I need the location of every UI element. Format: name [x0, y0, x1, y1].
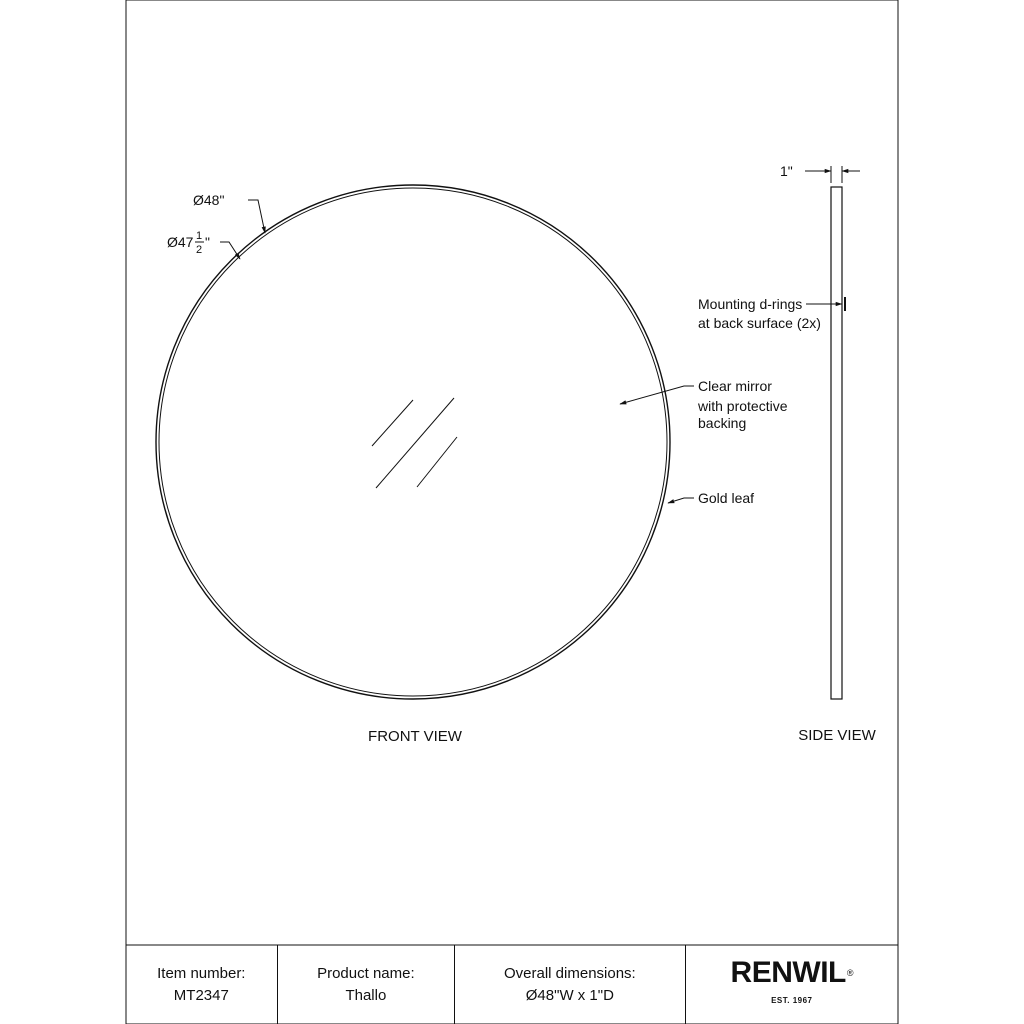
- side-view: [780, 163, 860, 699]
- glass-reflection-mark: [372, 400, 413, 446]
- inner-diameter-suffix: ": [205, 234, 210, 250]
- sheet-border: [126, 0, 898, 1024]
- mirror-side-profile: [831, 187, 842, 699]
- mirror-inner-edge: [159, 188, 667, 696]
- mounting-line1: Mounting d-rings: [698, 296, 803, 312]
- item-number-value: MT2347: [173, 986, 229, 1004]
- clear-mirror-line1: Clear mirror: [698, 378, 772, 394]
- item-number-cell: [126, 945, 278, 1024]
- brand-name: RENWIL: [730, 955, 846, 989]
- mounting-line2: at back surface (2x): [698, 315, 821, 331]
- item-number-label: Item number:: [157, 964, 246, 982]
- title-block: [126, 945, 898, 1024]
- glass-reflection-mark: [417, 437, 457, 487]
- inner-diameter-prefix: Ø47: [167, 234, 194, 250]
- brand-logo: [686, 945, 898, 1024]
- inner-diameter-callout: [167, 230, 240, 259]
- inner-diameter-fraction-den: 2: [196, 244, 203, 256]
- clear-mirror-callout: [620, 378, 788, 431]
- front-view-title: FRONT VIEW: [368, 728, 462, 745]
- gold-leaf-label: Gold leaf: [698, 490, 755, 506]
- overall-dimensions-cell: [455, 945, 685, 1024]
- outer-diameter-label: Ø48": [193, 192, 225, 208]
- gold-leaf-callout: [668, 490, 754, 506]
- glass-reflection-mark: [376, 398, 454, 488]
- inner-diameter-fraction-num: 1: [196, 230, 203, 242]
- product-name-cell: [278, 945, 456, 1024]
- overall-dimensions-value: Ø48"W x 1"D: [525, 986, 614, 1004]
- product-name-value: Thallo: [345, 986, 387, 1004]
- overall-dimensions-label: Overall dimensions:: [504, 964, 636, 982]
- outer-diameter-callout: [193, 192, 265, 233]
- brand-established: EST. 1967: [771, 995, 813, 1005]
- brand-registered-mark: ®: [846, 967, 854, 978]
- product-name-label: Product name:: [317, 964, 415, 982]
- side-view-title: SIDE VIEW: [798, 727, 876, 744]
- clear-mirror-line3: backing: [698, 415, 747, 431]
- front-view: [156, 185, 670, 699]
- clear-mirror-line2: with protective: [698, 398, 788, 414]
- depth-label: 1": [780, 163, 793, 179]
- mounting-callout: [698, 296, 842, 331]
